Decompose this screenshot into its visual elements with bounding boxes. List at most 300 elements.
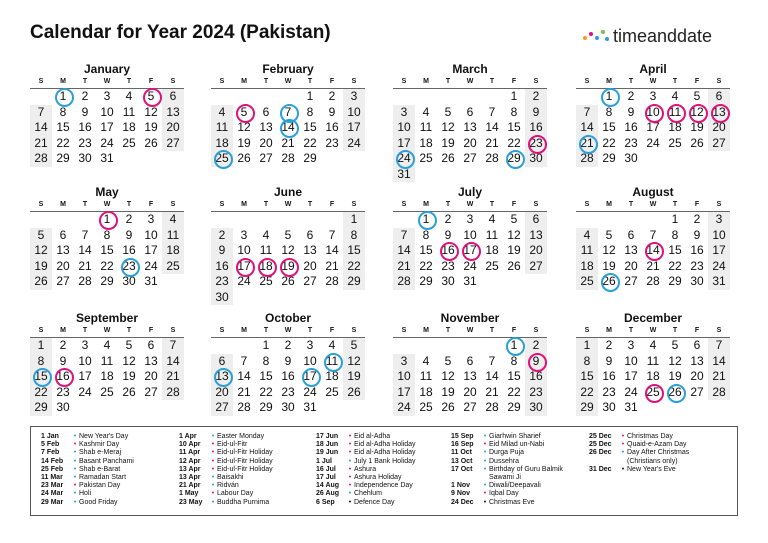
holiday-ring bbox=[99, 211, 118, 230]
day-cell bbox=[96, 385, 118, 401]
legend-name: Giarhwin Sharief bbox=[489, 433, 541, 440]
empty-cell bbox=[576, 89, 598, 105]
day-cell bbox=[708, 338, 730, 354]
empty-cell bbox=[162, 400, 184, 416]
weekday-label: S bbox=[351, 78, 357, 85]
day-number: 21 bbox=[646, 258, 660, 273]
weekday-label: W bbox=[649, 201, 657, 208]
day-cell bbox=[162, 89, 184, 105]
month-name: October bbox=[264, 311, 311, 325]
day-cell bbox=[459, 151, 481, 167]
day-number: 1 bbox=[306, 89, 314, 103]
day-cell bbox=[74, 243, 96, 259]
legend-dot-icon: • bbox=[211, 433, 215, 440]
day-cell bbox=[664, 274, 686, 290]
empty-cell bbox=[481, 89, 503, 105]
day-cell bbox=[343, 243, 365, 259]
day-cell bbox=[277, 120, 299, 136]
day-number: 16 bbox=[624, 120, 638, 134]
day-number: 3 bbox=[81, 338, 89, 352]
legend-name: Quaid-e-Azam Day bbox=[627, 441, 687, 449]
day-cell bbox=[459, 400, 481, 416]
weekday-header bbox=[30, 325, 184, 338]
day-cell bbox=[118, 354, 140, 370]
day-cell bbox=[525, 105, 547, 121]
day-number: 24 bbox=[397, 400, 411, 414]
weekday-label: M bbox=[606, 327, 612, 334]
day-cell bbox=[481, 354, 503, 370]
weekday-label: M bbox=[423, 201, 429, 208]
legend-date: 13 Apr bbox=[179, 474, 201, 482]
weekday-label: F bbox=[148, 78, 154, 85]
day-cell bbox=[255, 385, 277, 401]
weekday-label: W bbox=[466, 78, 474, 85]
empty-cell bbox=[415, 167, 437, 183]
timeanddate-logo[interactable] bbox=[583, 26, 712, 47]
day-number: 20 bbox=[259, 135, 273, 150]
weekday-label: F bbox=[329, 327, 335, 334]
day-number: 18 bbox=[259, 258, 273, 273]
day-cell bbox=[255, 259, 277, 275]
day-cell bbox=[211, 105, 233, 121]
legend-name: Shab e-Barat bbox=[79, 465, 121, 473]
day-cell bbox=[503, 212, 525, 228]
day-number: 14 bbox=[646, 243, 660, 257]
empty-cell bbox=[211, 338, 233, 354]
day-cell bbox=[211, 290, 233, 306]
day-number: 5 bbox=[240, 104, 248, 119]
day-number: 11 bbox=[646, 353, 660, 368]
day-number: 29 bbox=[507, 400, 521, 414]
day-cell bbox=[525, 212, 547, 228]
day-cell bbox=[140, 274, 162, 290]
day-number: 27 bbox=[144, 384, 158, 399]
legend-entry bbox=[451, 441, 563, 449]
day-cell bbox=[708, 136, 730, 152]
day-cell bbox=[233, 105, 255, 121]
day-cell bbox=[321, 136, 343, 152]
day-cell bbox=[437, 385, 459, 401]
weekday-label: S bbox=[170, 78, 176, 85]
weekday-label: S bbox=[401, 327, 407, 334]
weekday-label: F bbox=[148, 201, 154, 208]
day-number: 5 bbox=[605, 227, 613, 242]
holiday-legend bbox=[30, 426, 738, 516]
day-cell bbox=[277, 259, 299, 275]
day-cell bbox=[415, 274, 437, 290]
weekday-label: S bbox=[533, 78, 539, 85]
holiday-ring bbox=[280, 258, 299, 277]
day-number: 2 bbox=[532, 338, 540, 352]
day-number: 9 bbox=[627, 104, 635, 119]
legend-entry bbox=[451, 466, 563, 474]
day-cell bbox=[459, 120, 481, 136]
day-number: 10 bbox=[624, 353, 638, 368]
day-number: 21 bbox=[580, 135, 594, 150]
holiday-ring bbox=[645, 104, 664, 123]
day-number: 4 bbox=[488, 212, 496, 226]
legend-name: Kashmir Day bbox=[79, 441, 120, 449]
day-number: 2 bbox=[59, 338, 67, 352]
day-number: 3 bbox=[715, 212, 723, 226]
day-cell bbox=[233, 136, 255, 152]
day-cell bbox=[642, 89, 664, 105]
day-number: 16 bbox=[122, 243, 136, 257]
day-number: 3 bbox=[306, 338, 314, 352]
legend-name: Holi bbox=[79, 490, 92, 498]
day-cell bbox=[118, 120, 140, 136]
legend-name: New Year's Eve bbox=[627, 465, 676, 473]
weekday-label: T bbox=[126, 78, 132, 85]
day-cell bbox=[708, 274, 730, 290]
day-number: 28 bbox=[237, 400, 251, 414]
weekday-label: S bbox=[401, 201, 407, 208]
empty-cell bbox=[211, 212, 233, 228]
day-cell bbox=[708, 369, 730, 385]
day-number: 15 bbox=[303, 120, 317, 134]
day-cell bbox=[30, 120, 52, 136]
day-number: 18 bbox=[668, 120, 682, 134]
legend-date: 24 Mar bbox=[41, 490, 64, 498]
weekday-header bbox=[393, 325, 547, 338]
empty-cell bbox=[162, 274, 184, 290]
legend-date: 1 Jul bbox=[316, 457, 332, 465]
day-number: 21 bbox=[325, 258, 339, 273]
day-cell bbox=[686, 259, 708, 275]
day-number: 18 bbox=[419, 135, 433, 150]
day-cell bbox=[708, 385, 730, 401]
day-number: 25 bbox=[166, 258, 180, 273]
day-cell bbox=[620, 105, 642, 121]
legend-date: 17 Oct bbox=[451, 465, 473, 473]
day-number: 6 bbox=[715, 89, 723, 103]
empty-cell bbox=[233, 89, 255, 105]
day-number: 14 bbox=[78, 243, 92, 257]
legend-name: Labour Day bbox=[217, 490, 254, 498]
empty-cell bbox=[118, 151, 140, 167]
legend-name: Easter Monday bbox=[217, 433, 265, 440]
day-number: 6 bbox=[169, 89, 177, 103]
day-cell bbox=[620, 228, 642, 244]
day-number: 12 bbox=[347, 353, 361, 368]
day-number: 14 bbox=[397, 243, 411, 257]
day-cell bbox=[299, 228, 321, 244]
day-number: 29 bbox=[100, 274, 114, 288]
day-number: 10 bbox=[237, 243, 251, 257]
weekday-label: S bbox=[351, 201, 357, 208]
day-number: 7 bbox=[488, 104, 496, 119]
day-cell bbox=[321, 105, 343, 121]
weekday-label: T bbox=[82, 78, 88, 85]
day-number: 1 bbox=[37, 338, 45, 352]
day-number: 8 bbox=[671, 227, 679, 242]
day-cell bbox=[255, 136, 277, 152]
day-cell bbox=[393, 354, 415, 370]
holiday-ring bbox=[528, 353, 547, 372]
day-cell bbox=[30, 259, 52, 275]
day-number: 7 bbox=[649, 227, 657, 242]
legend-date: 6 Sep bbox=[316, 498, 335, 506]
day-cell bbox=[708, 243, 730, 259]
day-number: 30 bbox=[78, 151, 92, 165]
day-cell bbox=[598, 400, 620, 416]
empty-cell bbox=[30, 89, 52, 105]
day-cell bbox=[459, 385, 481, 401]
day-number: 11 bbox=[419, 120, 433, 134]
day-cell bbox=[642, 354, 664, 370]
day-number: 15 bbox=[259, 369, 273, 383]
day-number: 7 bbox=[488, 353, 496, 368]
day-cell bbox=[620, 338, 642, 354]
day-number: 22 bbox=[507, 384, 521, 399]
day-number: 10 bbox=[397, 120, 411, 134]
day-grid bbox=[576, 338, 730, 416]
legend-name: Independence Day bbox=[354, 482, 413, 490]
empty-cell bbox=[299, 212, 321, 228]
day-cell bbox=[162, 243, 184, 259]
day-grid bbox=[30, 338, 184, 416]
day-cell bbox=[576, 338, 598, 354]
day-cell bbox=[620, 243, 642, 259]
legend-name: Durga Puja bbox=[489, 449, 525, 457]
day-number: 13 bbox=[529, 227, 543, 242]
day-number: 25 bbox=[485, 258, 499, 273]
day-grid bbox=[30, 89, 184, 167]
day-cell bbox=[52, 274, 74, 290]
day-cell bbox=[576, 136, 598, 152]
weekday-header bbox=[393, 76, 547, 89]
day-cell bbox=[503, 338, 525, 354]
holiday-ring bbox=[645, 384, 664, 403]
holiday-ring bbox=[667, 104, 686, 123]
legend-entry bbox=[41, 441, 134, 449]
day-cell bbox=[321, 120, 343, 136]
legend-entry bbox=[41, 466, 134, 474]
legend-dot-icon: • bbox=[483, 433, 487, 440]
day-cell bbox=[343, 385, 365, 401]
day-number: 24 bbox=[347, 135, 361, 150]
weekday-label: T bbox=[445, 327, 451, 334]
holiday-ring bbox=[528, 135, 547, 154]
day-number: 11 bbox=[419, 369, 433, 383]
day-number: 17 bbox=[347, 120, 361, 134]
day-cell bbox=[233, 369, 255, 385]
day-cell bbox=[525, 338, 547, 354]
day-number: 1 bbox=[262, 338, 270, 352]
legend-date: 1 May bbox=[179, 490, 199, 498]
day-number: 13 bbox=[463, 120, 477, 134]
day-number: 5 bbox=[350, 338, 358, 352]
day-cell bbox=[525, 120, 547, 136]
day-cell bbox=[437, 136, 459, 152]
day-cell bbox=[118, 338, 140, 354]
empty-cell bbox=[708, 400, 730, 416]
day-cell bbox=[415, 259, 437, 275]
legend-date: 14 Aug bbox=[316, 482, 340, 490]
legend-entry bbox=[589, 449, 689, 457]
day-number: 18 bbox=[485, 243, 499, 257]
day-number: 18 bbox=[166, 243, 180, 257]
day-number: 23 bbox=[441, 258, 455, 273]
day-number: 14 bbox=[485, 369, 499, 383]
legend-name: Diwali/Deepavali bbox=[489, 482, 541, 490]
day-cell bbox=[162, 385, 184, 401]
day-cell bbox=[96, 338, 118, 354]
day-number: 28 bbox=[646, 274, 660, 288]
day-cell bbox=[140, 369, 162, 385]
day-cell bbox=[393, 228, 415, 244]
weekday-label: M bbox=[423, 327, 429, 334]
legend-entry bbox=[451, 482, 563, 490]
day-number: 24 bbox=[237, 274, 251, 288]
day-number: 1 bbox=[59, 89, 67, 103]
legend-date: 10 Apr bbox=[179, 441, 201, 449]
holiday-ring bbox=[689, 104, 708, 123]
legend-entry bbox=[41, 499, 134, 507]
day-cell bbox=[598, 354, 620, 370]
day-number: 17 bbox=[712, 243, 726, 257]
day-number: 14 bbox=[485, 120, 499, 134]
day-cell bbox=[459, 243, 481, 259]
day-number: 24 bbox=[144, 258, 158, 273]
day-cell bbox=[52, 151, 74, 167]
legend-name: Christmas Day bbox=[627, 433, 673, 440]
empty-cell bbox=[642, 212, 664, 228]
day-number: 12 bbox=[122, 353, 136, 368]
empty-cell bbox=[598, 212, 620, 228]
legend-dot-icon: • bbox=[73, 449, 77, 457]
legend-date: 1 Jan bbox=[41, 433, 59, 440]
day-number: 2 bbox=[605, 338, 613, 352]
day-number: 21 bbox=[34, 135, 48, 150]
weekday-label: W bbox=[284, 327, 292, 334]
month-name: December bbox=[623, 311, 683, 325]
legend-entry bbox=[451, 458, 563, 466]
day-number: 5 bbox=[284, 227, 292, 242]
day-cell bbox=[620, 354, 642, 370]
day-number: 25 bbox=[215, 151, 229, 165]
day-cell bbox=[30, 105, 52, 121]
legend-entry bbox=[316, 499, 415, 507]
day-number: 13 bbox=[259, 120, 273, 134]
weekday-label: T bbox=[307, 201, 313, 208]
day-number: 9 bbox=[328, 104, 336, 119]
legend-entry bbox=[179, 466, 273, 474]
day-cell bbox=[255, 354, 277, 370]
holiday-ring bbox=[143, 88, 162, 107]
legend-column bbox=[589, 433, 689, 474]
legend-entry bbox=[316, 458, 415, 466]
day-number: 14 bbox=[712, 353, 726, 368]
day-number: 16 bbox=[56, 369, 70, 383]
day-cell bbox=[321, 228, 343, 244]
legend-entry bbox=[179, 433, 273, 441]
day-number: 7 bbox=[400, 227, 408, 242]
day-cell bbox=[393, 151, 415, 167]
empty-cell bbox=[686, 151, 708, 167]
weekday-label: F bbox=[511, 78, 517, 85]
month-name: July bbox=[457, 185, 482, 199]
weekday-label: F bbox=[694, 201, 700, 208]
day-cell bbox=[686, 274, 708, 290]
day-cell bbox=[525, 385, 547, 401]
day-cell bbox=[576, 274, 598, 290]
day-cell bbox=[74, 385, 96, 401]
day-cell bbox=[96, 369, 118, 385]
day-cell bbox=[74, 369, 96, 385]
day-number: 17 bbox=[303, 369, 317, 383]
day-cell bbox=[576, 369, 598, 385]
day-number: 4 bbox=[671, 89, 679, 103]
day-number: 4 bbox=[422, 353, 430, 368]
day-number: 3 bbox=[627, 338, 635, 352]
weekday-header bbox=[211, 199, 365, 212]
day-cell bbox=[96, 151, 118, 167]
holiday-ring bbox=[462, 242, 481, 261]
legend-name: Christmas Eve bbox=[489, 498, 535, 506]
observance-ring bbox=[601, 273, 620, 292]
legend-name: Basant Panchami bbox=[79, 457, 134, 465]
weekday-label: S bbox=[38, 78, 44, 85]
day-cell bbox=[393, 400, 415, 416]
day-number: 12 bbox=[602, 243, 616, 257]
legend-name: Eid-ul-Fitr Holiday bbox=[217, 449, 273, 457]
day-number: 5 bbox=[444, 104, 452, 119]
day-number: 9 bbox=[532, 353, 540, 368]
month-july bbox=[393, 185, 547, 290]
day-number: 27 bbox=[259, 151, 273, 165]
month-june bbox=[211, 185, 365, 305]
day-number: 7 bbox=[81, 227, 89, 242]
weekday-label: W bbox=[284, 78, 292, 85]
day-number: 19 bbox=[441, 135, 455, 150]
day-cell bbox=[576, 354, 598, 370]
day-number: 29 bbox=[602, 151, 616, 165]
month-name: January bbox=[83, 62, 131, 76]
legend-name: (Christians only) bbox=[627, 457, 678, 465]
weekday-label: T bbox=[82, 327, 88, 334]
legend-dot-icon: • bbox=[621, 433, 625, 440]
day-number: 21 bbox=[237, 384, 251, 399]
day-number: 13 bbox=[144, 353, 158, 368]
day-cell bbox=[708, 354, 730, 370]
day-cell bbox=[642, 385, 664, 401]
day-cell bbox=[30, 400, 52, 416]
weekday-label: M bbox=[60, 201, 66, 208]
legend-dot-icon: • bbox=[348, 449, 352, 457]
day-number: 19 bbox=[441, 384, 455, 399]
month-november bbox=[393, 311, 547, 416]
day-cell bbox=[140, 228, 162, 244]
weekday-label: S bbox=[584, 201, 590, 208]
day-cell bbox=[393, 243, 415, 259]
day-cell bbox=[503, 259, 525, 275]
day-number: 16 bbox=[441, 243, 455, 257]
day-cell bbox=[620, 259, 642, 275]
day-cell bbox=[299, 274, 321, 290]
day-number: 10 bbox=[78, 353, 92, 368]
weekday-label: F bbox=[148, 327, 154, 334]
day-number: 21 bbox=[397, 258, 411, 273]
legend-name: Buddha Purnima bbox=[217, 498, 270, 506]
month-may bbox=[30, 185, 184, 290]
day-grid bbox=[30, 212, 184, 290]
legend-entry bbox=[41, 433, 134, 441]
day-number: 16 bbox=[325, 120, 339, 134]
day-number: 1 bbox=[510, 89, 518, 103]
legend-name: Eid-ul-Fitr Holiday bbox=[217, 457, 273, 465]
holiday-ring bbox=[236, 104, 255, 123]
